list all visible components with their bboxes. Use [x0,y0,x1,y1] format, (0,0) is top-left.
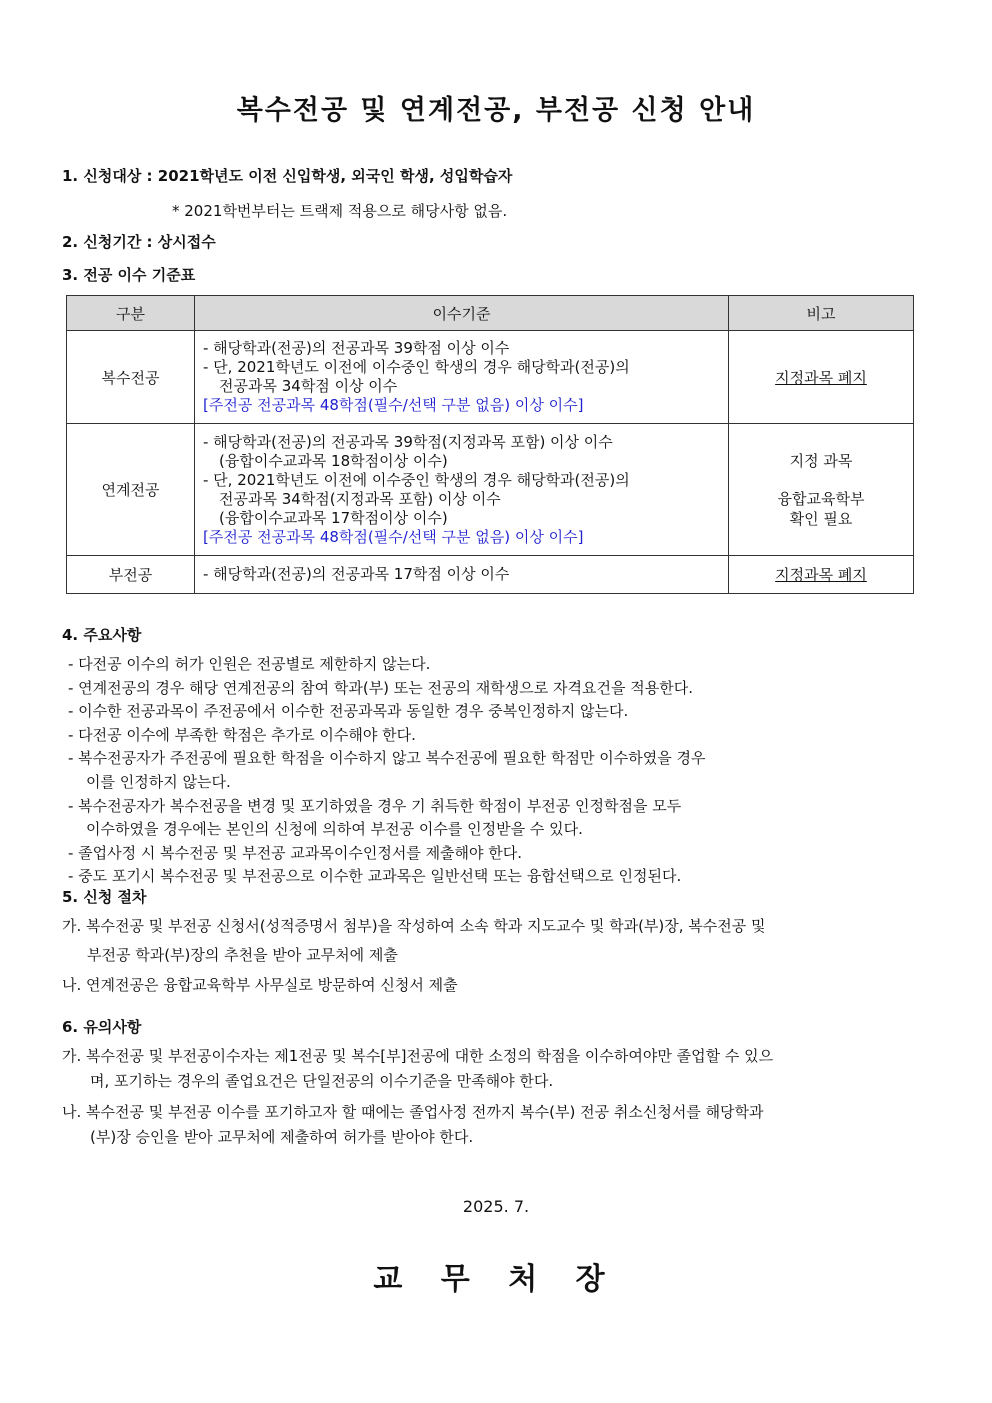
section-5-list [62,912,766,1000]
criteria-line: (융합이수교과목 17학점이상 이수) [219,508,448,527]
list-item: 나. 연계전공은 융합교육학부 사무실로 방문하여 신청서 제출 [62,976,458,994]
header-category: 구분 [67,296,195,331]
remark-text: 지정 과목 [789,451,853,470]
table-row [67,424,914,556]
criteria-line: - 단, 2021학년도 이전에 이수중인 학생의 경우 해당학과(전공)의 [203,358,630,376]
criteria-line: (융합이수교과목 18학점이상 이수) [219,451,448,470]
issue-date: 2025. 7. [462,1197,530,1216]
list-item: - 연계전공의 경우 해당 연계전공의 참여 학과(부) 또는 전공의 재학생으로 자격요건을 적용한다. [68,678,693,697]
row-minor-remarks [729,556,914,594]
criteria-line: - 해당학과(전공)의 전공과목 17학점 이상 이수 [203,565,510,583]
criteria-line: - 단, 2021학년도 이전에 이수중인 학생의 경우 해당학과(전공)의 [203,470,630,489]
list-item: - 중도 포기시 복수전공 및 부전공으로 이수한 교과목은 일반선택 또는 융합선택으로 인정된다. [68,867,682,886]
criteria-line: 전공과목 34학점 이상 이수 [219,377,398,395]
section-4-list [68,653,705,889]
row-minor-name: 부전공 [67,556,195,594]
header-remarks: 비고 [729,296,914,331]
row-linked-major-name: 연계전공 [67,424,195,556]
criteria-line-highlight: [주전공 전공과목 48학점(필수/선택 구분 없음) 이상 이수] [203,527,584,546]
remark-text: 지정과목 폐지 [775,368,867,387]
table-header-row [67,296,914,331]
section-6-list [62,1044,773,1150]
list-item: - 복수전공자가 복수전공을 변경 및 포기하였을 경우 기 취득한 학점이 부전공 인정학점을 모두 [68,796,682,815]
table-row [67,556,914,594]
list-item: 이수하였을 경우에는 본인의 신청에 의하여 부전공 이수를 인정받을 수 있다. [86,820,583,839]
section-6-label: 6. 유의사항 [62,1018,142,1036]
list-item: - 복수전공자가 주전공에 필요한 학점을 이수하지 않고 복수전공에 필요한 학점만 이수하였을 경우 [68,749,706,768]
criteria-line-highlight: [주전공 전공과목 48학점(필수/선택 구분 없음) 이상 이수] [203,396,584,414]
major-standard-table [66,295,914,594]
header-criteria: 이수기준 [195,296,729,331]
list-item: - 다전공 이수의 허가 인원은 전공별로 제한하지 않는다. [68,655,431,673]
section-2-label: 2. 신청기간 : 상시접수 [62,233,216,251]
list-item: 가. 복수전공 및 부전공이수자는 제1전공 및 복수[부]전공에 대한 소정의 학점을 이수하여야만 졸업할 수 있으 [62,1047,774,1065]
section-1-label: 1. 신청대상 : 2021학년도 이전 신입학생, 외국인 학생, 성입학습자 [62,167,513,185]
list-item: 나. 복수전공 및 부전공 이수를 포기하고자 할 때에는 졸업사정 전까지 복수(부) 전공 취소신청서를 해당학과 [62,1103,764,1121]
table-row [67,331,914,424]
page-title: 복수전공 및 연계전공, 부전공 신청 안내 [236,95,756,126]
list-item: - 이수한 전공과목이 주전공에서 이수한 전공과목과 동일한 경우 중복인정하지 않는다. [68,702,629,721]
criteria-line: - 해당학과(전공)의 전공과목 39학점(지정과목 포함) 이상 이수 [203,432,613,451]
section-3-label: 3. 전공 이수 기준표 [62,266,196,284]
remark-text: 확인 필요 [789,509,853,528]
list-item: 가. 복수전공 및 부전공 신청서(성적증명서 첨부)을 작성하여 소속 학과 지도교수 및 학과(부)장, 복수전공 및 [62,917,766,935]
row-double-major-name: 복수전공 [67,331,195,424]
row-minor-criteria [195,556,729,594]
row-double-major-remarks [729,331,914,424]
list-item: - 졸업사정 시 복수전공 및 부전공 교과목이수인정서를 제출해야 한다. [68,843,523,862]
list-item: 부전공 학과(부)장의 추천을 받아 교무처에 제출 [87,946,398,964]
criteria-line: - 해당학과(전공)의 전공과목 39학점 이상 이수 [203,339,510,357]
row-linked-major-criteria [195,424,729,556]
row-linked-major-remarks [729,424,914,556]
criteria-line: 전공과목 34학점(지정과목 포함) 이상 이수 [219,489,501,508]
list-item: 며, 포기하는 경우의 졸업요건은 단일전공의 이수기준을 만족해야 한다. [90,1072,554,1090]
section-1-note: * 2021학번부터는 트랙제 적용으로 해당사항 없음. [172,202,508,220]
section-4-label: 4. 주요사항 [62,626,142,644]
list-item: 이를 인정하지 않는다. [86,772,231,791]
list-item: (부)장 승인을 받아 교무처에 제출하여 허가를 받아야 한다. [90,1128,474,1146]
section-5-label: 5. 신청 절차 [62,888,147,906]
list-item: - 다전공 이수에 부족한 학점은 추가로 이수해야 한다. [68,725,416,744]
row-double-major-criteria [195,331,729,424]
remark-text: 지정과목 폐지 [775,566,867,584]
remark-text: 융합교육학부 [777,489,865,508]
signature: 교 무 처 장 [373,1262,619,1297]
